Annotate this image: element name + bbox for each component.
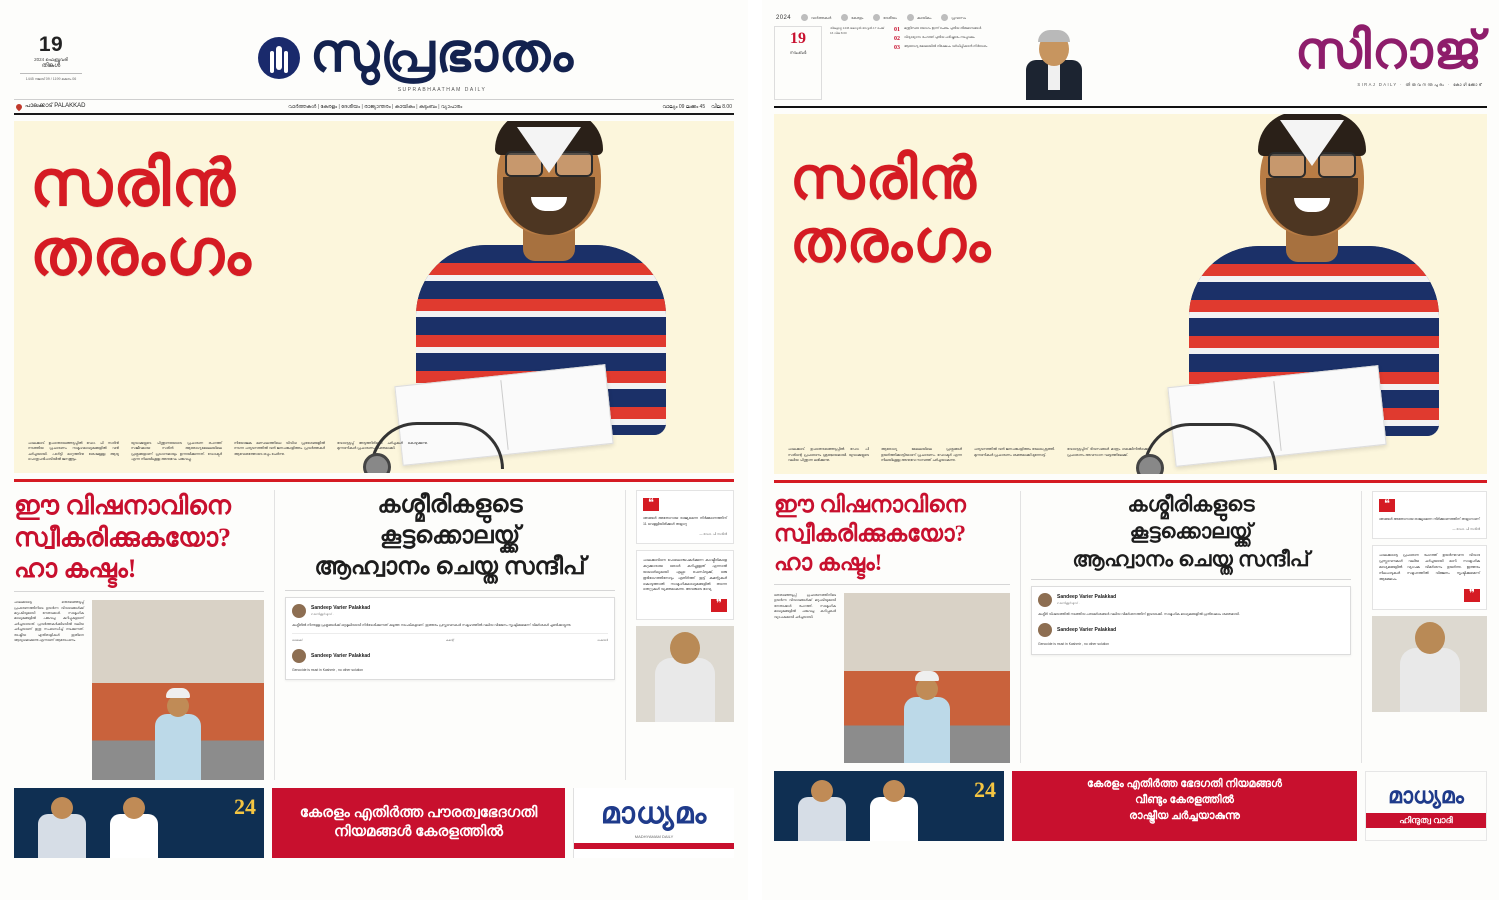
right-banner-line3: രാഷ്ട്രീയ ചർച്ചയാകുന്നു	[1129, 809, 1240, 822]
left-column-c-photo	[636, 626, 734, 722]
tv-anchor-2	[110, 814, 158, 858]
left-story-column-b	[285, 490, 615, 780]
channel-logo: 24	[974, 776, 996, 802]
left-hero-headline	[30, 149, 252, 287]
right-quote-bottom	[1372, 545, 1487, 610]
left-edition-city-label: പാലക്കാട് PALAKKAD	[25, 103, 86, 109]
facebook-post-header	[1038, 593, 1344, 607]
left-date-hijri: 1445 റജബ് 09 / 1199 മകരം 06	[25, 76, 77, 81]
left-edition-bar	[14, 99, 734, 115]
left-tv-screenshot	[14, 788, 264, 858]
facebook-post-card[interactable]	[1031, 586, 1351, 655]
facebook-post-header	[292, 604, 608, 618]
right-quote-top-text: ഞങ്ങൾ അതോറായ രാജ്യമെന്ന നിർമ്മാണത്തിന് തയ്യാറാണ്	[1379, 517, 1480, 521]
right-hero-col-4: വോട്ടെടുപ്പിന് ദിവസങ്ങൾ മാത്രം ബാക്കിനിൽക്കെ പ്രചാരണം അവസാന ഘട്ടത്തിലേക്ക്.	[1067, 447, 1148, 457]
quote-close-icon: ❞	[711, 599, 727, 612]
right-hero-block	[774, 114, 1487, 474]
right-story-a-body	[774, 593, 1010, 763]
tv-anchor-1	[798, 797, 846, 841]
right-chip-label-0: വാർത്തകൾ	[810, 15, 832, 20]
right-hero-headline-line2: തരംഗം	[790, 208, 992, 274]
right-hero-rule	[774, 480, 1487, 483]
tv-anchor-1	[38, 814, 86, 858]
left-date-month: 2024 ഫെബ്രുവരി	[34, 56, 68, 62]
left-lower-section	[14, 490, 734, 780]
quote-open-icon: ❝	[643, 498, 659, 511]
left-story-b-line1: കശ്മീരികളുടെ	[377, 492, 523, 518]
right-story-a-text: തെരഞ്ഞെടുപ്പ് പ്രചാരണത്തിനിടെ ഉയർന്ന വിവാദങ്ങൾക്ക് മറുപടിയുമായി നേതാക്കൾ രംഗത്ത്. സാമൂഹിക മാധ്യമങ്ങളിൽ പങ്കുവച്ച കുറിപ്പുകൾ വ്യാപകമായി ചർച്ചയായി.	[774, 592, 836, 619]
right-story-b-line3: ആഹ്വാനം ചെയ്ത സന്ദീപ്	[1072, 546, 1310, 571]
right-chip-label-2: ദേശീയം	[883, 15, 897, 20]
facebook-post-body: കശ്മീർ വിഷയത്തിൽ നടത്തിയ പരാമർശങ്ങൾ വലിയ വിമർശനത്തിന് ഇടയാക്കി. സാമൂഹിക മാധ്യമങ്ങളിൽ പ്രതിഷേധം ശക്തമായി.	[1038, 611, 1240, 616]
left-madhyamam-ad	[573, 788, 734, 858]
right-hero-headline-line1: സരിൻ	[790, 146, 977, 211]
right-story-a-line3: ഹാ കഷ്ടം!	[774, 549, 883, 575]
right-chip-1[interactable]	[841, 14, 863, 21]
left-hero-col-1: പാലക്കാട് ഉപതെരഞ്ഞെടുപ്പിൽ ഡോ. പി സരിൻ നടത്തിയ പ്രചാരണം സമൂഹമാധ്യമങ്ങളിൽ വൻ ചർച്ചയായി. പാർട്ടി മാറ്റത്തിനു ശേഷമുള്ള ആദ്യ പൊതുപരിപാടിയിൽ ജനക്കൂട്ടം.	[28, 440, 119, 462]
left-story-a-line3: ഹാ കഷ്ടം!	[14, 554, 137, 584]
siraj-logo-text: സിറാജ്	[1294, 23, 1483, 80]
right-hero-col-3: പര്യടനത്തിൽ വൻ ജനപങ്കാളിത്തം രേഖപ്പെടുത്തി. മുന്നണികൾ പ്രചാരണം ശക്തമാക്കി മുന്നോട്ട്.	[974, 447, 1055, 457]
madhyamam-strap: ഹിന്ദുത്വ വാദി	[1366, 813, 1486, 828]
left-logo-text: സുപ്രഭാതം	[310, 23, 574, 83]
right-quote-top	[1372, 491, 1487, 539]
photo-subject	[155, 714, 201, 780]
left-quote-bottom-text: പാലക്കാടിനെ പോലൊരുപകർക്കുന്ന കാഷ്മീരികളെ കുറ്റക്കാരായ ഒരാൾ കുറിച്ചുള്ളത് എന്നാൽ യാഥാർഥ്യമായി എല്ലാ ഫേസ്ബുക്ക്, ഒരു ഭൂരിഭാഗത്തിനോടും എതിർത്ത് ഇട്ട് കമന്റുകൾ കൊടുത്താൽ സാമൂഹികമാധ്യമങ്ങളിൽ തന്നെ തെറ്റുകൾ വ്യക്തമാകുന്നു. അവരുടെ ഭാവ്യ	[643, 557, 727, 592]
left-masthead	[14, 22, 734, 99]
right-news-item-1[interactable]	[894, 35, 1006, 44]
left-hero-rule	[14, 479, 734, 482]
madhyamam-sub: MADHYAMAM DAILY	[634, 834, 674, 840]
right-logo-wrap	[1102, 23, 1487, 100]
right-story-b-headline	[1031, 491, 1351, 573]
share-button[interactable]: ഷെയർ	[597, 638, 608, 642]
left-hero-col-4: വോട്ടെടുപ്പ് അടുത്തിരിക്കെ ചർച്ചകൾ കൊഴുക്കുന്നു. മുന്നണികൾ പ്രചാരണം ശക്തമാക്കി.	[337, 440, 428, 451]
left-hero-text-columns	[28, 441, 428, 463]
left-story-b-headline	[285, 490, 615, 584]
right-news-text-0: മന്ത്രിസഭാ യോഗം ഇന്ന് ചേരും പുതിയ തീരുമാനങ്ങൾ	[904, 26, 982, 30]
right-hero-headline	[790, 148, 991, 273]
left-edition-city	[16, 103, 88, 110]
left-column-divider-1	[274, 490, 275, 780]
right-quote-top-attr: — ഡോ. പി സരിൻ	[1452, 526, 1480, 531]
right-chip-label-4: പ്രവാസം	[951, 15, 967, 20]
right-story-a-line2: സ്വീകരിക്കുകയോ?	[774, 520, 966, 546]
left-story-a-text: പാലക്കാട്ടെ തെരഞ്ഞെടുപ്പ് പ്രചാരണത്തിനിടെ ഉയർന്ന വിവാദങ്ങൾക്ക് മറുപടിയുമായി നേതാക്കൾ. സാമൂഹിക മാധ്യമങ്ങളിൽ പങ്കുവച്ച കുറിപ്പുകളാണ് ചർച്ചയായത്. പ്രവർത്തകർക്കിടയിൽ വലിയ ചർച്ചയാണ് ഇതു സംബന്ധിച്ച് നടക്കുന്നത്. രാഷ്ട്രീയ എതിരാളികൾ ഇതിനെ ആയുധമാക്കുന്നു എന്നാണ് ആരോപണം.	[14, 600, 84, 643]
left-story-a-line1: ഈ വിഷനാവിനെ	[14, 491, 231, 520]
left-story-a-body	[14, 600, 264, 780]
chip-icon	[841, 14, 848, 21]
left-column-divider-2	[625, 490, 626, 780]
chip-icon	[907, 14, 914, 21]
left-logo-wrap	[98, 22, 734, 93]
left-hero-headline-line2: തരംഗം	[30, 217, 252, 289]
tv-anchor-2	[870, 797, 918, 841]
left-story-a-headline	[14, 490, 264, 585]
left-hero-photo	[364, 121, 734, 473]
left-date-day: 19	[38, 32, 64, 56]
right-bottom-strip	[774, 771, 1487, 841]
right-chip-2[interactable]	[873, 14, 897, 21]
right-news-text-1: വിദ്യാഭ്യാസ രംഗത്ത് പുതിയ പരിഷ്കാരം നടപ്പാക്കും	[904, 35, 975, 39]
right-madhyamam-ad	[1365, 771, 1487, 841]
facebook-author-name[interactable]: Sandeep Varier Palakkad	[311, 605, 371, 612]
right-news-list	[894, 26, 1006, 100]
suprabhaatham-front-page	[0, 0, 748, 900]
facebook-post-body: കശ്മീരിൽ നിന്നുള്ള പ്രശ്നങ്ങൾക്ക് ഒറ്റമൂലിയായി നിർദേശിക്കുന്നത് കടുത്ത നടപടികളാണ്. ഇത്തരം പ്രസ്താവനകൾ സമൂഹത്തിൽ വലിയ വിഭജനം സൃഷ്ടിക്കുമെന്ന് വിമർശകർ ചൂണ്ടിക്കാട്ടുന്നു.	[292, 622, 572, 627]
chip-icon	[801, 14, 808, 21]
right-date-day: 19	[790, 30, 806, 47]
right-mini-column: തിങ്കളാഴ്ച 1446 ജമാദുൽ അവ്വൽ 17 പേജ് 16 വില 8.00	[830, 26, 885, 35]
right-date-month: നവംബർ	[789, 50, 807, 55]
facebook-second-post-header	[292, 649, 608, 663]
right-hero-text-columns	[788, 447, 1148, 464]
right-story-b-line2: കൂട്ടക്കൊലയ്ക്ക്	[1129, 519, 1253, 544]
right-news-text-2: ആരോഗ്യ മേഖലയിൽ നിക്ഷേപം വർധിപ്പിക്കാൻ നിർദേശം	[904, 44, 988, 48]
left-quote-top	[636, 490, 734, 544]
right-banner-line1: കേരളം എതിർത്ത ഭേദഗതി നിയമങ്ങൾ	[1087, 777, 1282, 790]
left-quote-top-text: ഞങ്ങൾ അതോറായ രാജ്യമെന്ന നിർമ്മാണത്തിന് 11 വെള്ളിയിരിക്കൾ തയ്യാറു	[643, 516, 727, 526]
left-date-block	[14, 34, 88, 82]
like-button[interactable]: ലൈക്ക്	[292, 638, 303, 642]
left-hero-col-3: നിയോജക മണ്ഡലത്തിലെ വിവിധ പ്രദേശങ്ങളിൽ നടന്ന പര്യടനത്തിൽ വൻ ജനപങ്കാളിത്തം. പ്രവർത്തകർ ആവേശത്തോടെ ഒപ്പം ചേർന്നു.	[234, 440, 325, 456]
left-edition-price: വില 8.00	[711, 103, 732, 110]
madhyamam-logo: മാധ്യമം	[1388, 783, 1464, 809]
left-story-column-c	[636, 490, 734, 780]
right-hero-photo	[1137, 114, 1487, 474]
right-news-item-0[interactable]	[894, 26, 1006, 35]
right-quote-bottom-text: പാലക്കാട്ടെ പ്രചാരണ രംഗത്ത് ഉയർന്നുവന്ന വിവാദ പ്രസ്താവനകൾ വലിയ ചർച്ചയായി മാറി. സാമൂഹിക മാധ്യമങ്ങളിൽ വ്യാപക വിമർശനം ഉയർന്നു. ഇത്തരം നിലപാടുകൾ സമൂഹത്തിൽ വിഭജനം സൃഷ്ടിക്കുമെന്ന് ആക്ഷേപം.	[1379, 552, 1480, 581]
facebook-second-post-header	[1038, 623, 1344, 637]
right-masthead	[774, 14, 1487, 108]
right-column-divider-1	[1020, 491, 1021, 763]
avatar	[292, 604, 306, 618]
left-story-a-divider	[14, 591, 264, 592]
right-hero-col-1: പാലക്കാട് ഉപതെരഞ്ഞെടുപ്പിൽ ഡോ. പി സരിന്റെ പ്രചാരണം ശ്രദ്ധേയമായി. യുവാക്കളുടെ വലിയ പിന്തുണ ലഭിക്കുന്നു.	[788, 447, 869, 463]
facebook-post-meta: 2 മണിക്കൂർ മുമ്പ് ·	[311, 612, 334, 617]
photo-subject	[655, 658, 715, 722]
right-tv-screenshot	[774, 771, 1004, 841]
left-story-column-a	[14, 490, 264, 780]
right-news-num-2: 03	[894, 45, 900, 51]
facebook-second-post-body: Genocide is must in Kashmir , no other solution	[1038, 642, 1110, 647]
left-date-weekday: തിങ്കൾ	[41, 63, 61, 70]
facebook-second-post-body: Genocide is must in Kashmir , no other solution	[292, 667, 364, 672]
left-logo-sub: SUPRABHAATHAM DAILY	[397, 87, 487, 93]
left-hero-col-2: യുവാക്കളുടെ പിന്തുണയോടെ പ്രചാരണ രംഗത്ത് സജീവമായ സരിൻ ആരോഗ്യമേഖലയിലെ പ്രശ്നങ്ങളാണ് പ്രധാനമായും ഉന്നയിക്കുന്നത്. ഡോക്ടർ എന്ന നിലയിലുള്ള അനുഭവം പങ്കുവച്ചു.	[131, 440, 222, 462]
right-news-item-2[interactable]	[894, 44, 1006, 53]
siraj-logo-sub: SIRAJ DAILY · തിരുവനന്തപുരം · കോഴിക്കോട്	[1357, 82, 1483, 87]
right-date-box	[774, 26, 822, 100]
right-lower-section	[774, 491, 1487, 763]
facebook-author-name[interactable]: Sandeep Varier Palakkad	[1057, 594, 1117, 601]
left-date-rule	[20, 73, 82, 74]
photo-subject	[904, 697, 950, 763]
left-hero-headline-line1: സരിൻ	[30, 148, 236, 219]
right-story-b-line1: കശ്മീരികളുടെ	[1127, 492, 1255, 516]
left-hero-block	[14, 121, 734, 473]
suit	[1026, 60, 1082, 100]
right-masthead-portrait	[1014, 26, 1094, 100]
left-quote-bottom	[636, 550, 734, 621]
left-bottom-strip	[14, 788, 734, 858]
right-news-num-1: 02	[894, 36, 900, 42]
right-masthead-main	[774, 23, 1487, 100]
avatar	[1038, 593, 1052, 607]
siraj-front-page	[762, 0, 1499, 900]
left-red-banner	[272, 788, 565, 858]
right-story-a-divider	[774, 584, 1010, 585]
chip-icon	[873, 14, 880, 21]
facebook-second-author-name[interactable]: Sandeep Varier Palakkad	[1057, 627, 1117, 634]
madhyamam-logo: മാധ്യമം	[600, 797, 708, 831]
left-banner-line2: നിയമങ്ങൾ കേരളത്തിൽ	[334, 824, 503, 841]
left-quote-top-attr: — ഡോ. പി സരിൻ	[699, 531, 727, 536]
chip-icon	[941, 14, 948, 21]
hair	[1038, 30, 1070, 42]
right-column-c-photo	[1372, 616, 1487, 712]
suprabhaatham-logo-icon	[258, 37, 300, 79]
right-column-divider-2	[1361, 491, 1362, 763]
photo-subject	[1400, 648, 1460, 712]
right-banner-line2: വീണ്ടും കേരളത്തിൽ	[1135, 793, 1234, 806]
right-chip-label-1: കേരളം	[851, 15, 864, 20]
right-story-column-b	[1031, 491, 1351, 763]
left-story-b-divider	[285, 590, 615, 591]
left-story-a-photo	[92, 600, 264, 780]
right-story-column-c	[1372, 491, 1487, 763]
avatar	[292, 649, 306, 663]
left-banner-line1: കേരളം എതിർത്ത പൗരത്വഭേദഗതി	[299, 804, 538, 821]
facebook-post-actions	[292, 633, 608, 643]
left-story-b-line3: ആഹ്വാനം ചെയ്ത സന്ദീപ്	[314, 554, 586, 581]
right-chip-label-3: കായികം	[916, 15, 932, 20]
left-story-a-line2: സ്വീകരിക്കുകയോ?	[14, 522, 232, 552]
left-story-b-line2: കൂട്ടക്കൊലയ്ക്ക്	[379, 523, 521, 550]
avatar	[1038, 623, 1052, 637]
quote-open-icon: ❝	[1379, 499, 1395, 512]
right-news-num-0: 01	[894, 27, 900, 33]
channel-logo: 24	[234, 794, 256, 820]
right-story-b-divider	[1031, 579, 1351, 580]
comment-button[interactable]: കമന്റ്	[445, 638, 455, 642]
facebook-second-author-name[interactable]: Sandeep Varier Palakkad	[311, 652, 371, 659]
quote-close-icon: ❞	[1464, 589, 1480, 602]
facebook-post-meta: 2 മണിക്കൂർ മുമ്പ് ·	[1057, 601, 1080, 606]
right-chip-3[interactable]	[907, 14, 932, 21]
madhyamam-strap-bar	[574, 843, 734, 849]
right-story-a-photo	[844, 593, 1010, 763]
right-year-label: 2024	[776, 14, 791, 21]
right-story-a-line1: ഈ വിഷനാവിനെ	[774, 492, 966, 517]
left-edition-volume: വാല്യം 09 ലക്കം 45	[662, 103, 706, 110]
location-pin-icon	[15, 102, 23, 110]
right-chip-4[interactable]	[941, 14, 966, 21]
right-chip-0[interactable]	[801, 14, 831, 21]
right-hero-col-2: ആരോഗ്യ മേഖലയിലെ പ്രശ്നങ്ങൾ ഉയർത്തിക്കാട്ടിയാണ് പ്രചാരണം. ഡോക്ടർ എന്ന നിലയിലുള്ള അനുഭവ സമ്പത്ത് ചർച്ചയാകുന്നു.	[881, 447, 962, 463]
right-red-banner	[1012, 771, 1357, 841]
right-story-a-headline	[774, 491, 1010, 578]
right-story-column-a	[774, 491, 1010, 763]
facebook-post-card[interactable]	[285, 597, 615, 681]
left-section-links[interactable]: വാർത്തകൾ | കേരളം | ദേശീയം | രാജ്യാന്തരം | കായികം | കുടുംബം | വ്യാപാരം	[288, 103, 463, 110]
